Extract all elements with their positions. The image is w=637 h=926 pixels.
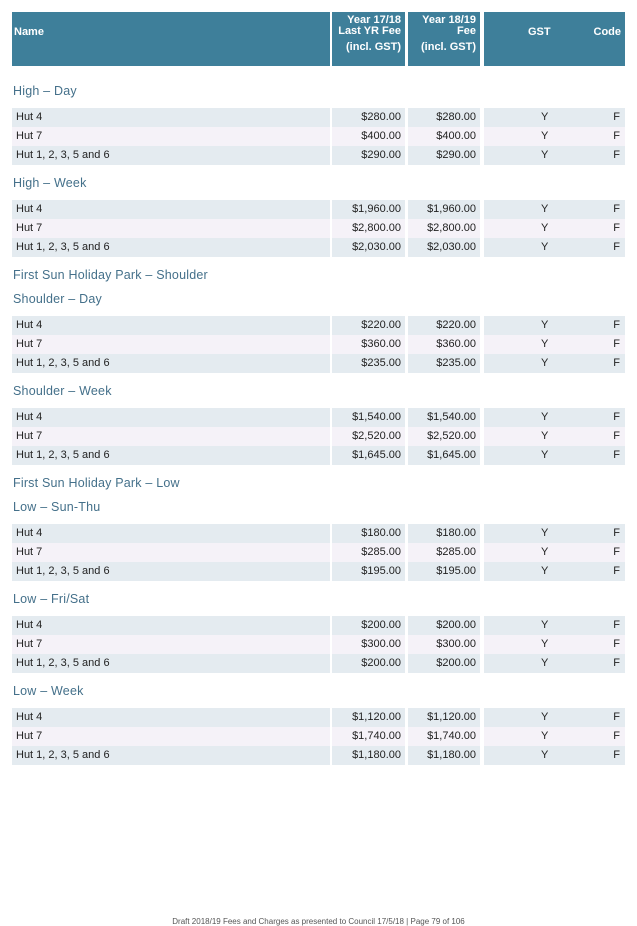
cell-curr-fee: $285.00 [408, 543, 480, 562]
cell-gst: Y [541, 130, 549, 142]
cell-name: Hut 7 [12, 335, 330, 354]
cell-code: F [613, 203, 620, 215]
cell-name: Hut 7 [12, 635, 330, 654]
table-row [12, 238, 625, 257]
cell-gst: Y [541, 149, 549, 161]
cell-name: Hut 7 [12, 543, 330, 562]
section-heading: Shoulder – Week [13, 384, 112, 398]
cell-prev-fee: $1,645.00 [332, 446, 405, 465]
cell-code: F [613, 411, 620, 423]
table-row [12, 746, 625, 765]
cell-prev-fee: $235.00 [332, 354, 405, 373]
table-row [12, 708, 625, 727]
cell-name: Hut 1, 2, 3, 5 and 6 [12, 238, 330, 257]
header-curr-fee-label: Year 18/19 Fee [422, 14, 476, 37]
cell-prev-fee: $1,180.00 [332, 746, 405, 765]
section-heading: Shoulder – Day [13, 292, 102, 306]
cell-gst-code [484, 200, 625, 219]
cell-code: F [613, 565, 620, 577]
cell-curr-fee: $220.00 [408, 316, 480, 335]
cell-name: Hut 4 [12, 708, 330, 727]
cell-prev-fee: $280.00 [332, 108, 405, 127]
cell-name: Hut 7 [12, 727, 330, 746]
cell-curr-fee: $1,540.00 [408, 408, 480, 427]
cell-name: Hut 4 [12, 200, 330, 219]
table-row [12, 146, 625, 165]
fees-table [12, 12, 625, 771]
cell-prev-fee: $1,540.00 [332, 408, 405, 427]
cell-gst-code [484, 146, 625, 165]
cell-name: Hut 1, 2, 3, 5 and 6 [12, 562, 330, 581]
cell-name: Hut 4 [12, 316, 330, 335]
cell-code: F [613, 638, 620, 650]
cell-name: Hut 4 [12, 108, 330, 127]
cell-code: F [613, 657, 620, 669]
cell-curr-fee: $2,800.00 [408, 219, 480, 238]
cell-prev-fee: $200.00 [332, 654, 405, 673]
cell-name: Hut 7 [12, 427, 330, 446]
cell-gst: Y [541, 222, 549, 234]
cell-prev-fee: $360.00 [332, 335, 405, 354]
cell-curr-fee: $195.00 [408, 562, 480, 581]
cell-prev-fee: $290.00 [332, 146, 405, 165]
cell-gst: Y [541, 357, 549, 369]
cell-name: Hut 1, 2, 3, 5 and 6 [12, 654, 330, 673]
table-row [12, 408, 625, 427]
cell-gst-code [484, 108, 625, 127]
section-rows [12, 200, 625, 257]
cell-code: F [613, 527, 620, 539]
cell-gst-code [484, 219, 625, 238]
cell-gst-code [484, 616, 625, 635]
cell-curr-fee: $1,180.00 [408, 746, 480, 765]
cell-gst: Y [541, 241, 549, 253]
cell-gst-code [484, 562, 625, 581]
cell-gst: Y [541, 638, 549, 650]
table-row [12, 562, 625, 581]
cell-code: F [613, 730, 620, 742]
cell-name: Hut 1, 2, 3, 5 and 6 [12, 446, 330, 465]
cell-gst-code [484, 746, 625, 765]
cell-gst: Y [541, 711, 549, 723]
table-row [12, 200, 625, 219]
header-name: Name [12, 12, 330, 66]
section-rows [12, 524, 625, 581]
header-prev-fee-label: Year 17/18 Last YR Fee [338, 14, 401, 37]
cell-code: F [613, 130, 620, 142]
table-row [12, 654, 625, 673]
cell-code: F [613, 241, 620, 253]
cell-code: F [613, 449, 620, 461]
cell-prev-fee: $2,030.00 [332, 238, 405, 257]
cell-gst-code [484, 238, 625, 257]
cell-prev-fee: $2,520.00 [332, 427, 405, 446]
section-rows [12, 708, 625, 765]
cell-curr-fee: $1,120.00 [408, 708, 480, 727]
cell-curr-fee: $200.00 [408, 654, 480, 673]
cell-prev-fee: $1,120.00 [332, 708, 405, 727]
cell-gst-code [484, 335, 625, 354]
cell-gst-code [484, 543, 625, 562]
cell-prev-fee: $220.00 [332, 316, 405, 335]
table-row [12, 354, 625, 373]
header-prev-fee [332, 12, 405, 66]
cell-gst-code [484, 524, 625, 543]
cell-gst: Y [541, 338, 549, 350]
table-row [12, 335, 625, 354]
cell-curr-fee: $1,740.00 [408, 727, 480, 746]
cell-code: F [613, 222, 620, 234]
cell-gst: Y [541, 565, 549, 577]
cell-code: F [613, 319, 620, 331]
table-header [12, 12, 625, 66]
cell-code: F [613, 749, 620, 761]
cell-gst-code [484, 727, 625, 746]
section-heading: Low – Fri/Sat [13, 592, 90, 606]
table-row [12, 108, 625, 127]
cell-prev-fee: $400.00 [332, 127, 405, 146]
cell-curr-fee: $235.00 [408, 354, 480, 373]
group-heading: First Sun Holiday Park – Low [13, 476, 180, 490]
cell-gst-code [484, 408, 625, 427]
header-prev-fee-sub: (incl. GST) [346, 41, 401, 53]
cell-code: F [613, 546, 620, 558]
cell-prev-fee: $1,960.00 [332, 200, 405, 219]
cell-code: F [613, 149, 620, 161]
header-gst: GST [528, 26, 551, 38]
cell-prev-fee: $285.00 [332, 543, 405, 562]
table-row [12, 727, 625, 746]
table-row [12, 427, 625, 446]
table-row [12, 616, 625, 635]
section-rows [12, 108, 625, 165]
cell-gst: Y [541, 657, 549, 669]
cell-prev-fee: $180.00 [332, 524, 405, 543]
group-heading: First Sun Holiday Park – Shoulder [13, 268, 208, 282]
cell-name: Hut 4 [12, 524, 330, 543]
cell-curr-fee: $2,030.00 [408, 238, 480, 257]
table-row [12, 446, 625, 465]
cell-prev-fee: $200.00 [332, 616, 405, 635]
cell-prev-fee: $1,740.00 [332, 727, 405, 746]
cell-curr-fee: $180.00 [408, 524, 480, 543]
cell-curr-fee: $300.00 [408, 635, 480, 654]
table-row [12, 543, 625, 562]
cell-gst: Y [541, 527, 549, 539]
cell-name: Hut 1, 2, 3, 5 and 6 [12, 746, 330, 765]
cell-prev-fee: $195.00 [332, 562, 405, 581]
cell-prev-fee: $300.00 [332, 635, 405, 654]
cell-gst: Y [541, 319, 549, 331]
cell-code: F [613, 338, 620, 350]
section-heading: High – Week [13, 176, 87, 190]
header-curr-fee-sub: (incl. GST) [421, 41, 476, 53]
table-row [12, 219, 625, 238]
section-heading: Low – Sun-Thu [13, 500, 101, 514]
section-heading: High – Day [13, 84, 77, 98]
header-curr-fee [408, 12, 480, 66]
cell-name: Hut 1, 2, 3, 5 and 6 [12, 354, 330, 373]
section-rows [12, 616, 625, 673]
cell-name: Hut 7 [12, 127, 330, 146]
cell-curr-fee: $200.00 [408, 616, 480, 635]
table-row [12, 635, 625, 654]
cell-name: Hut 4 [12, 616, 330, 635]
cell-gst: Y [541, 449, 549, 461]
cell-code: F [613, 711, 620, 723]
cell-gst-code [484, 708, 625, 727]
cell-name: Hut 7 [12, 219, 330, 238]
section-rows [12, 316, 625, 373]
cell-curr-fee: $1,645.00 [408, 446, 480, 465]
cell-gst-code [484, 635, 625, 654]
cell-gst-code [484, 316, 625, 335]
cell-prev-fee: $2,800.00 [332, 219, 405, 238]
cell-gst: Y [541, 730, 549, 742]
section-heading: Low – Week [13, 684, 84, 698]
cell-code: F [613, 111, 620, 123]
cell-gst-code [484, 654, 625, 673]
cell-gst: Y [541, 111, 549, 123]
cell-gst: Y [541, 430, 549, 442]
section-rows [12, 408, 625, 465]
cell-gst-code [484, 446, 625, 465]
cell-code: F [613, 619, 620, 631]
cell-gst-code [484, 354, 625, 373]
cell-gst: Y [541, 749, 549, 761]
table-body [12, 79, 625, 765]
cell-gst-code [484, 427, 625, 446]
cell-gst: Y [541, 619, 549, 631]
table-row [12, 524, 625, 543]
header-code: Code [593, 26, 621, 38]
cell-gst: Y [541, 411, 549, 423]
table-row [12, 127, 625, 146]
cell-gst: Y [541, 546, 549, 558]
table-row [12, 316, 625, 335]
page-footer: Draft 2018/19 Fees and Charges as presented to Council 17/5/18 | Page 79 of 106 [172, 917, 465, 926]
cell-curr-fee: $400.00 [408, 127, 480, 146]
cell-name: Hut 1, 2, 3, 5 and 6 [12, 146, 330, 165]
cell-gst: Y [541, 203, 549, 215]
cell-curr-fee: $1,960.00 [408, 200, 480, 219]
header-gst-code [484, 12, 625, 66]
cell-curr-fee: $2,520.00 [408, 427, 480, 446]
cell-curr-fee: $290.00 [408, 146, 480, 165]
cell-code: F [613, 357, 620, 369]
cell-name: Hut 4 [12, 408, 330, 427]
cell-curr-fee: $360.00 [408, 335, 480, 354]
cell-code: F [613, 430, 620, 442]
cell-curr-fee: $280.00 [408, 108, 480, 127]
cell-gst-code [484, 127, 625, 146]
